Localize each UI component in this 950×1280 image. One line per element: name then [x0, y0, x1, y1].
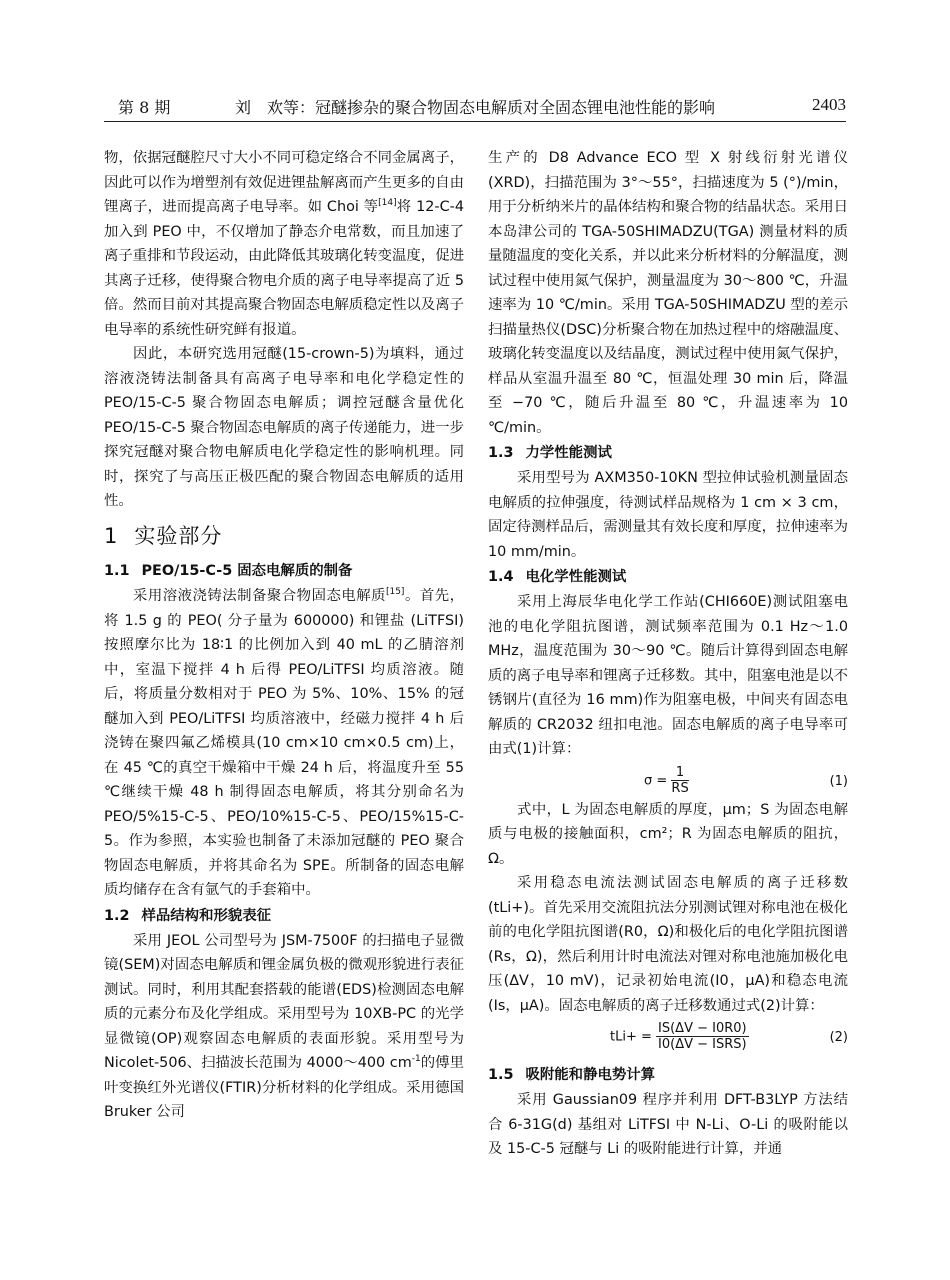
equation-number: (2) [829, 1030, 848, 1045]
section-number: 1 [104, 523, 119, 548]
equation-lhs: tLi+ = [610, 1029, 652, 1045]
text-run: 。首先，将 1.5 g 的 PEO( 分子量为 600000) 和锂盐 (LiTFSI) 按照摩尔比为 18∶1 的比例加入到 40 mL 的乙腈溶剂中，室温下搅拌 4 h 后得 PEO/LiTFSI 均质溶液。随后，将质量分数相对于 PEO 为 5%、10%、15% 的冠醚加入到 PEO/LiTFSI 均质溶液中，经磁力搅拌 4 h 后浇铸在聚四氟乙烯模具(10 cm×10 cm×0.5 cm)上，在 45 ℃的真空干燥箱中干燥 24 h 后，将温度升至 55 ℃继续干燥 48 h 制得固态电解质，将其分别命名为 PEO/5%15-C-5、PEO/10%15-C-5、PEO/15%15-C-5。作为参照，本实验也制备了未添加冠醚的 PEO 聚合物固态电解质，并将其命名为 SPE。所制备的固态电解质均储存在含有氩气的手套箱中。 [104, 588, 464, 898]
text-run: 物，依据冠醚腔尺寸大小不同可稳定络合不同金属离子，因此可以作为增塑剂有效促进锂盐解离而产生更多的自由锂离子，进而提高离子电导率。如 Choi 等 [104, 150, 464, 215]
paragraph: 生产的 D8 Advance ECO 型 X 射线衍射光谱仪(XRD)，扫描范围为 3°～55°，扫描速度为 5 (°)/min，用于分析纳米片的晶体结构和聚合物的结晶状态。采用日本岛津公司的 TGA-50SHIMADZU(TGA) 测量材料的质量随温度的变化关系，并以此来分析材料的分解温度，测试过程中使用氮气保护，测量温度为 30～800 ℃，升温速率为 10 ℃/min。采用 TGA-50SHIMADZU 型的差示扫描量热仪(DSC)分析聚合物在加热过程中的熔融温度、玻璃化转变温度以及结晶度，测试过程中使用氮气保护，样品从室温升温至 80 ℃，恒温处理 30 min 后，降温至 −70 ℃，随后升温至 80 ℃，升温速率为 10 ℃/min。 [488, 150, 848, 436]
paragraph: 因此，本研究选用冠醚(15-crown-5)为填料，通过溶液浇铸法制备具有高离子电导率和电化学稳定性的 PEO/15-C-5 聚合物固态电解质；调控冠醚含量优化 PEO/15-C-5 聚合物固态电解质的离子传递能力，进一步探究冠醚对聚合物电解质电化学稳定性的影响机理。同时，探究了与高压正极匹配的聚合物固态电解质的适用性。 [104, 346, 464, 509]
numerator: 1 [671, 766, 688, 781]
equation-body [610, 1022, 749, 1052]
subsection-heading [488, 1062, 848, 1088]
paragraph: 采用稳态电流法测试固态电解质的离子迁移数(tLi+)。首先采用交流阻抗法分别测试锂对称电池在极化前的电化学阻抗图谱(R0，Ω)和极化后的电化学阻抗图谱(Rs，Ω)，然后利用计时电流法对锂对称电池施加极化电压(ΔV，10 mV)，记录初始电流(I0，μA)和稳态电流(Is，μA)。固态电解质的离子迁移数通过式(2)计算： [488, 875, 848, 1014]
subsection-title: 样品结构和形貌表征 [141, 907, 272, 924]
paragraph [104, 584, 464, 903]
paragraph [104, 929, 464, 1125]
denominator: I0(ΔV − ISRS) [658, 1037, 747, 1052]
text-run: 将 12-C-4 加入到 PEO 中，不仅增加了静态介电常数，而且加速了离子重排和节段运动，由此降低其玻璃化转变温度，促进其离子迁移，使得聚合物电介质的离子电导率提高了近 5 倍。然而目前对其提高聚合物固态电解质稳定性以及离子电导率的系统性研究鲜有报道。 [104, 199, 464, 338]
paragraph: 采用型号为 AXM350-10KN 型拉伸试验机测量固态电解质的拉伸强度，待测试样品规格为 1 cm × 3 cm，固定待测样品后，需测量其有效长度和厚度，拉伸速率为 10 mm/min。 [488, 470, 848, 560]
subsection-number: 1.1 [104, 563, 130, 579]
subsection-title: PEO/15-C-5 固态电解质的制备 [141, 563, 353, 579]
subsection-number: 1.2 [104, 907, 130, 924]
equation-2 [488, 1020, 848, 1060]
equation-body [644, 766, 689, 796]
equation-lhs: σ = [644, 773, 668, 788]
equation-1 [488, 764, 848, 796]
superscript: -1 [411, 1054, 421, 1065]
running-title: 刘 欢等：冠醚掺杂的聚合物固态电解质对全固态锂电池性能的影响 [234, 98, 715, 117]
fraction [656, 1022, 749, 1052]
text-run: 的傅里叶变换红外光谱仪(FTIR)分析材料的化学组成。采用德国 Bruker 公司 [104, 1055, 464, 1120]
paragraph: 采用 Gaussian09 程序并利用 DFT-B3LYP 方法结合 6-31G(d) 基组对 LiTFSI 中 N-Li、O-Li 的吸附能以及 15-C-5 冠醚与 Li 的吸附能进行计算，并通 [488, 1092, 848, 1157]
subsection-heading [104, 903, 464, 929]
running-header [104, 93, 846, 122]
issue-label: 第 8 期 [118, 98, 171, 117]
section-heading [104, 524, 464, 549]
left-column [104, 146, 464, 1125]
fraction [671, 766, 688, 796]
subsection-heading [104, 558, 464, 584]
denominator: RS [671, 780, 689, 796]
subsection-title: 吸附能和静电势计算 [525, 1067, 656, 1083]
paragraph: 采用上海辰华电化学工作站(CHI660E)测试阻塞电池的电化学阻抗图谱，测试频率范围为 0.1 Hz～1.0 MHz，温度范围为 30～90 ℃。随后计算得到固态电解质的离子电导率和锂离子迁移数。其中，阻塞电池是以不锈钢片(直径为 16 mm)作为阻塞电极，中间夹有固态电解质的 CR2032 纽扣电池。固态电解质的离子电导率可由式(1)计算： [488, 594, 848, 757]
numerator: IS(ΔV − I0R0) [658, 1021, 747, 1036]
citation: [15] [385, 587, 405, 598]
text-run: 采用 JEOL 公司型号为 JSM-7500F 的扫描电子显微镜(SEM)对固态电解质和锂金属负极的微观形貌进行表征测试。同时，利用其配套搭载的能谱(EDS)检测固态电解质的元素分布及化学组成。采用型号为 10XB-PC 的光学显微镜(OP)观察固态电解质的表面形貌。采用型号为 Nicolet-506、扫描波长范围为 4000～400 cm [104, 932, 464, 1071]
subsection-title: 力学性能测试 [525, 445, 612, 461]
section-title: 实验部分 [134, 523, 223, 548]
right-column [488, 146, 848, 1162]
subsection-heading [488, 440, 848, 466]
subsection-number: 1.4 [488, 569, 514, 585]
subsection-number: 1.3 [488, 445, 514, 461]
text-run: 采用溶液浇铸法制备聚合物固态电解质 [133, 588, 386, 604]
paragraph [104, 146, 464, 342]
equation-number: (1) [829, 773, 848, 789]
subsection-heading [488, 564, 848, 590]
paragraph: 式中，L 为固态电解质的厚度，μm；S 为固态电解质与电极的接触面积，cm²；R 为固态电解质的阻抗，Ω。 [488, 801, 848, 867]
subsection-number: 1.5 [488, 1067, 514, 1083]
citation: [14] [378, 198, 397, 209]
subsection-title: 电化学性能测试 [525, 569, 627, 585]
page-number: 2403 [812, 95, 846, 114]
